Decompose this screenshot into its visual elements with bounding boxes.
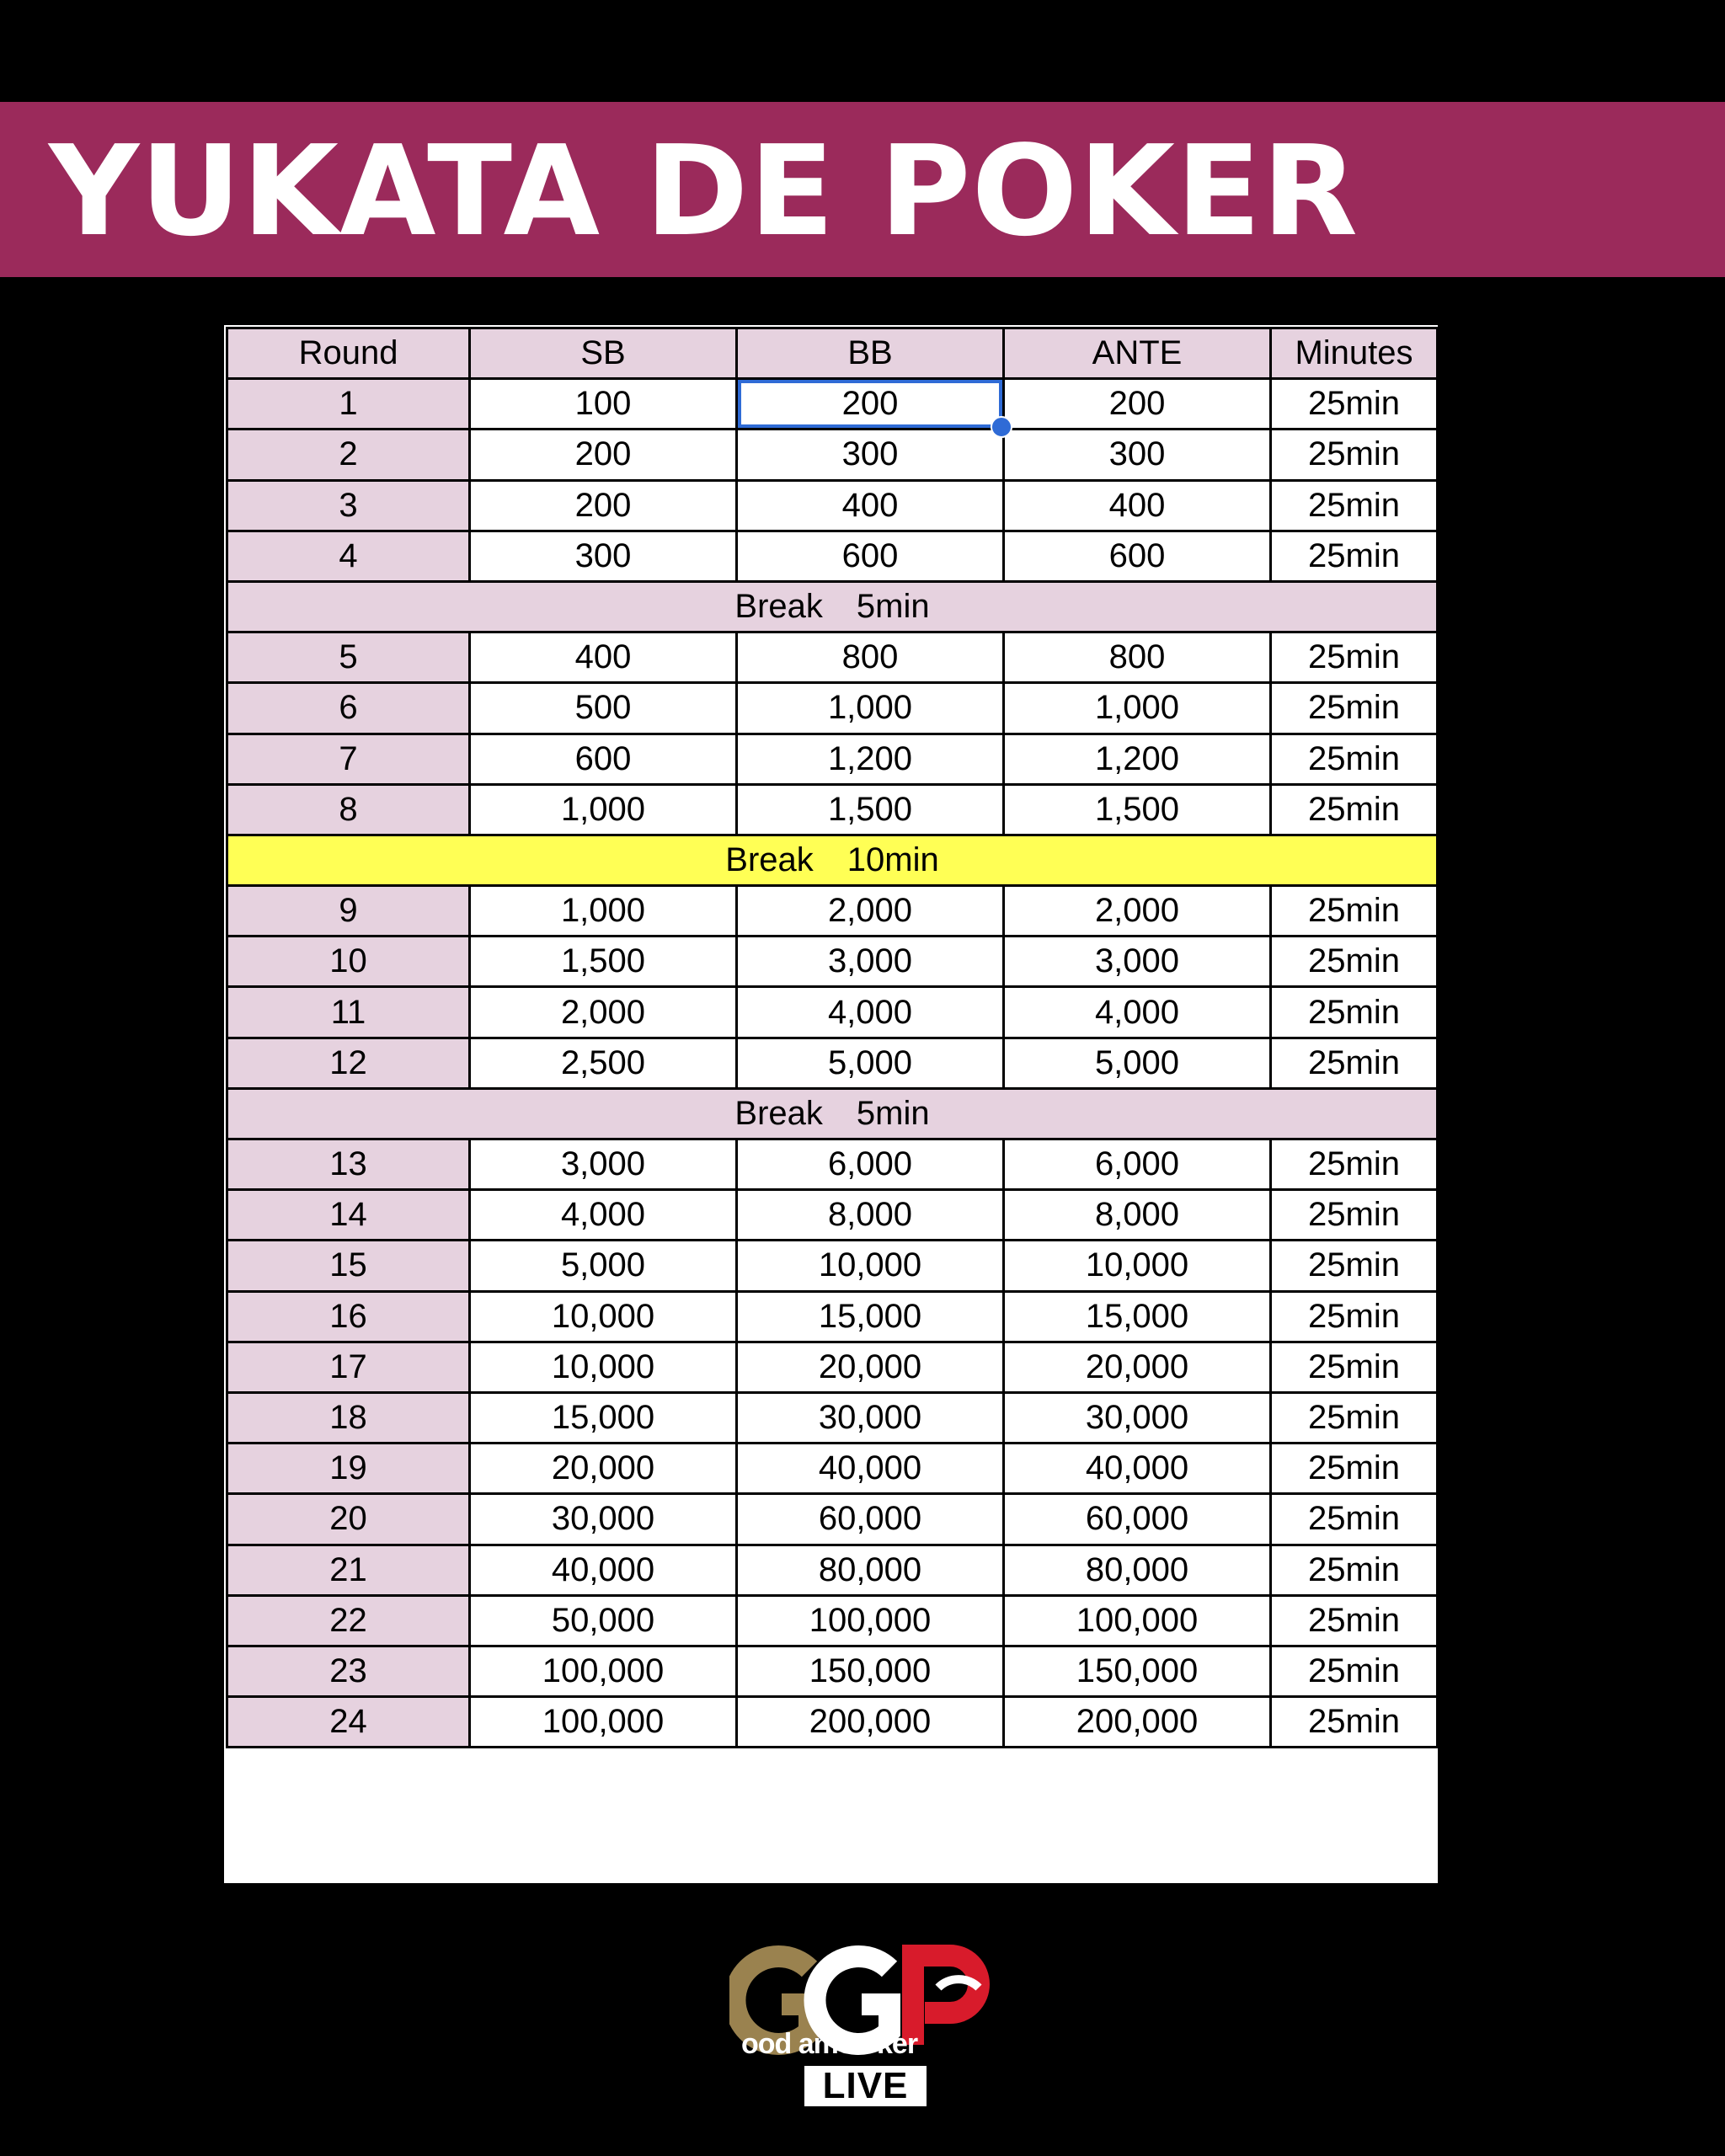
break-cell[interactable] [227,1088,1438,1139]
cell-ante[interactable] [1004,480,1271,531]
cell-value: 100,000 [542,1652,665,1689]
cell-round[interactable] [227,734,470,784]
cell-value: 25min [1308,638,1400,676]
cell-minutes[interactable] [1271,1342,1438,1392]
cell-value: 2,000 [1094,892,1180,930]
level-row [227,1646,1438,1696]
cell-value: 10 [329,942,367,980]
cell-value: 25min [1308,1043,1400,1081]
table-body [227,379,1438,1748]
cell-value: 60,000 [818,1500,922,1538]
cell-round[interactable] [227,1444,470,1494]
cell-sb[interactable] [470,1342,737,1392]
cell-value: 20 [329,1500,367,1538]
level-row [227,531,1438,581]
cell-value: 15 [329,1246,367,1284]
cell-value: 20,000 [818,1348,922,1385]
cell-bb[interactable] [737,1697,1004,1748]
cell-sb[interactable] [470,1494,737,1545]
cell-sb[interactable] [470,1291,737,1342]
cell-value: 400 [841,486,899,524]
cell-minutes[interactable] [1271,683,1438,734]
cell-round[interactable] [227,480,470,531]
cell-value: 25min [1308,1246,1400,1284]
cell-value: 200,000 [1076,1703,1199,1741]
cell-value: 25min [1308,1500,1400,1538]
cell-value: 1,000 [560,892,646,930]
cell-value: 150,000 [1076,1652,1199,1689]
cell-round[interactable] [227,1139,470,1190]
cell-value: 1,500 [560,942,646,980]
live-badge: LIVE [804,2066,927,2106]
cell-value: 10,000 [551,1348,655,1385]
cell-value: 2 [339,435,358,473]
cell-value: 19 [329,1449,367,1487]
cell-value: 200,000 [809,1703,932,1741]
cell-round[interactable] [227,1241,470,1291]
break-label: Break [734,588,823,626]
level-row [227,632,1438,683]
cell-minutes[interactable] [1271,531,1438,581]
cell-value: 25min [1308,942,1400,980]
cell-value: 1,000 [1094,689,1180,727]
cell-sb[interactable] [470,784,737,835]
cell-sb[interactable] [470,480,737,531]
cell-sb[interactable] [470,1545,737,1595]
cell-value: 3,000 [560,1145,646,1183]
cell-value: 8,000 [1094,1196,1180,1234]
cell-sb[interactable] [470,987,737,1038]
cell-ante[interactable] [1004,632,1271,683]
level-row [227,1545,1438,1595]
level-row [227,379,1438,430]
level-row [227,886,1438,937]
cell-value: 300 [1108,435,1166,473]
cell-value: 25min [1308,486,1400,524]
level-row [227,1697,1438,1748]
cell-bb[interactable] [737,987,1004,1038]
cell-sb[interactable] [470,1241,737,1291]
cell-round[interactable] [227,886,470,937]
cell-value: 1,000 [560,790,646,828]
cell-ante[interactable] [1004,430,1271,480]
level-row [227,734,1438,784]
cell-value: 18 [329,1399,367,1437]
cell-round[interactable] [227,379,470,430]
cell-sb[interactable] [470,430,737,480]
level-row [227,1494,1438,1545]
cell-round[interactable] [227,1494,470,1545]
cell-value: 200 [1108,385,1166,423]
cell-minutes[interactable] [1271,1038,1438,1088]
cell-value: 25min [1308,1703,1400,1741]
cell-bb[interactable] [737,886,1004,937]
cell-minutes[interactable] [1271,1545,1438,1595]
svg-text:ood ame oker: ood ame oker [741,2028,918,2060]
cell-sb[interactable] [470,1697,737,1748]
level-row [227,480,1438,531]
cell-value: 15,000 [551,1399,655,1437]
cell-value: 3 [339,486,358,524]
cell-value: 600 [841,536,899,574]
cell-bb[interactable] [737,1545,1004,1595]
cell-value: 30,000 [1085,1399,1189,1437]
cell-bb[interactable] [737,1139,1004,1190]
cell-round[interactable] [227,784,470,835]
cell-ante[interactable] [1004,1342,1271,1392]
cell-value: 1 [339,385,358,423]
cell-value: 60,000 [1085,1500,1189,1538]
cell-minutes[interactable] [1271,1595,1438,1646]
cell-ante[interactable] [1004,1241,1271,1291]
cell-value: 10,000 [818,1246,922,1284]
blind-structure-table [226,327,1439,1748]
cell-bb[interactable] [737,1241,1004,1291]
cell-value: 150,000 [809,1652,932,1689]
level-row [227,987,1438,1038]
cell-bb-selected[interactable] [737,379,1004,430]
cell-sb[interactable] [470,1190,737,1241]
cell-sb[interactable] [470,1444,737,1494]
cell-round[interactable] [227,1697,470,1748]
cell-value: 25min [1308,1348,1400,1385]
cell-value: 40,000 [818,1449,922,1487]
cell-ante[interactable] [1004,987,1271,1038]
break-row [227,581,1438,632]
cell-value: 10,000 [1085,1246,1189,1284]
cell-round[interactable] [227,1646,470,1696]
cell-ante[interactable] [1004,683,1271,734]
level-row [227,1444,1438,1494]
break-duration: 5min [856,588,930,626]
cell-sb[interactable] [470,937,737,987]
cell-value: 25min [1308,1145,1400,1183]
cell-value: 500 [574,689,632,727]
break-row [227,835,1438,885]
cell-value: 9 [339,892,358,930]
cell-value: 24 [329,1703,367,1741]
cell-value: 40,000 [1085,1449,1189,1487]
cell-value: 7 [339,739,358,777]
cell-value: 200 [841,385,899,423]
cell-minutes[interactable] [1271,1241,1438,1291]
cell-value: 16 [329,1297,367,1335]
cell-sb[interactable] [470,1139,737,1190]
cell-value: 6,000 [827,1145,913,1183]
level-row [227,1241,1438,1291]
cell-bb[interactable] [737,1646,1004,1696]
cell-bb[interactable] [737,1038,1004,1088]
cell-value: 100,000 [809,1601,932,1639]
cell-sb[interactable] [470,632,737,683]
cell-value: 3,000 [1094,942,1180,980]
cell-value: 1,500 [827,790,913,828]
level-row [227,430,1438,480]
level-row [227,784,1438,835]
level-row [227,1342,1438,1392]
cell-ante[interactable] [1004,1444,1271,1494]
cell-value: 25min [1308,1297,1400,1335]
cell-value: 25min [1308,1601,1400,1639]
cell-value: 15,000 [1085,1297,1189,1335]
cell-sb[interactable] [470,886,737,937]
cell-minutes[interactable] [1271,987,1438,1038]
cell-minutes[interactable] [1271,379,1438,430]
cell-bb[interactable] [737,937,1004,987]
cell-value: 25min [1308,1399,1400,1437]
level-row [227,937,1438,987]
cell-sb[interactable] [470,531,737,581]
break-duration: 10min [846,841,939,878]
cell-value: 10,000 [551,1297,655,1335]
cell-value: 50,000 [551,1601,655,1639]
cell-value: 5,000 [827,1043,913,1081]
cell-round[interactable] [227,1342,470,1392]
cell-minutes[interactable] [1271,430,1438,480]
cell-value: 100,000 [542,1703,665,1741]
cell-minutes[interactable] [1271,1646,1438,1696]
cell-value: 23 [329,1652,367,1689]
cell-ante[interactable] [1004,1291,1271,1342]
cell-value: 25min [1308,790,1400,828]
cell-round[interactable] [227,1392,470,1443]
cell-value: 8,000 [827,1196,913,1234]
cell-round[interactable] [227,1190,470,1241]
column-header-bb[interactable]: BB [737,328,1004,379]
cell-ante[interactable] [1004,1545,1271,1595]
cell-bb[interactable] [737,1595,1004,1646]
cell-value: 21 [329,1550,367,1588]
cell-value: 6,000 [1094,1145,1180,1183]
cell-round[interactable] [227,1038,470,1088]
cell-minutes[interactable] [1271,1139,1438,1190]
cell-minutes[interactable] [1271,886,1438,937]
cell-ante[interactable] [1004,1595,1271,1646]
cell-value: 12 [329,1043,367,1081]
cell-value: 25min [1308,1652,1400,1689]
cell-ante[interactable] [1004,1646,1271,1696]
cell-value: 25min [1308,536,1400,574]
cell-value: 3,000 [827,942,913,980]
cell-round[interactable] [227,430,470,480]
cell-value: 14 [329,1196,367,1234]
cell-ante[interactable] [1004,1038,1271,1088]
level-row [227,1291,1438,1342]
cell-value: 22 [329,1601,367,1639]
cell-value: 5 [339,638,358,676]
column-header-sb[interactable]: SB [470,328,737,379]
cell-round[interactable] [227,937,470,987]
cell-ante[interactable] [1004,734,1271,784]
cell-bb[interactable] [737,430,1004,480]
cell-minutes[interactable] [1271,784,1438,835]
break-cell[interactable] [227,581,1438,632]
header-row [227,328,1438,379]
break-label: Break [734,1094,823,1132]
cell-value: 1,200 [1094,739,1180,777]
cell-value: 30,000 [818,1399,922,1437]
cell-minutes[interactable] [1271,1444,1438,1494]
cell-ante[interactable] [1004,1139,1271,1190]
cell-minutes[interactable] [1271,1697,1438,1748]
cell-value: 2,000 [827,892,913,930]
cell-ante[interactable] [1004,886,1271,937]
cell-value: 25min [1308,385,1400,423]
cell-value: 4,000 [560,1196,646,1234]
cell-round[interactable] [227,531,470,581]
cell-ante[interactable] [1004,531,1271,581]
cell-bb[interactable] [737,1291,1004,1342]
cell-minutes[interactable] [1271,937,1438,987]
cell-round[interactable] [227,1291,470,1342]
cell-value: 25min [1308,435,1400,473]
column-header-round[interactable]: Round [227,328,470,379]
cell-bb[interactable] [737,1392,1004,1443]
cell-bb[interactable] [737,1444,1004,1494]
cell-value: 15,000 [818,1297,922,1335]
cell-round[interactable] [227,683,470,734]
cell-value: 30,000 [551,1500,655,1538]
break-cell[interactable] [227,835,1438,885]
cell-minutes[interactable] [1271,1190,1438,1241]
cell-round[interactable] [227,632,470,683]
level-row [227,1038,1438,1088]
cell-value: 1,200 [827,739,913,777]
cell-value: 400 [1108,486,1166,524]
cell-ante[interactable] [1004,937,1271,987]
cell-value: 200 [574,486,632,524]
cell-value: 13 [329,1145,367,1183]
cell-bb[interactable] [737,1190,1004,1241]
break-label: Break [725,841,814,878]
cell-value: 4 [339,536,358,574]
cell-minutes[interactable] [1271,480,1438,531]
cell-value: 2,500 [560,1043,646,1081]
cell-bb[interactable] [737,734,1004,784]
cell-minutes[interactable] [1271,734,1438,784]
cell-value: 300 [574,536,632,574]
column-header-ante[interactable]: ANTE [1004,328,1271,379]
cell-ante[interactable] [1004,1494,1271,1545]
title-banner [0,102,1725,277]
cell-value: 5,000 [1094,1043,1180,1081]
cell-value: 300 [841,435,899,473]
cell-value: 1,500 [1094,790,1180,828]
cell-value: 400 [574,638,632,676]
cell-minutes[interactable] [1271,632,1438,683]
cell-sb[interactable] [470,1595,737,1646]
cell-bb[interactable] [737,683,1004,734]
break-duration: 5min [856,1094,930,1132]
level-row [227,1190,1438,1241]
cell-ante[interactable] [1004,1392,1271,1443]
cell-value: 25min [1308,892,1400,930]
cell-sb[interactable] [470,1392,737,1443]
cell-bb[interactable] [737,531,1004,581]
cell-value: 8 [339,790,358,828]
cell-value: 100 [574,385,632,423]
cell-value: 4,000 [827,993,913,1031]
cell-value: 600 [574,739,632,777]
cell-value: 800 [1108,638,1166,676]
cell-minutes[interactable] [1271,1494,1438,1545]
cell-ante[interactable] [1004,379,1271,430]
cell-value: 5,000 [560,1246,646,1284]
cell-round[interactable] [227,1595,470,1646]
cell-value: 600 [1108,536,1166,574]
cell-ante[interactable] [1004,1190,1271,1241]
level-row [227,683,1438,734]
cell-value: 100,000 [1076,1601,1199,1639]
blind-structure-table-container [224,325,1438,1883]
level-row [227,1139,1438,1190]
cell-ante[interactable] [1004,784,1271,835]
cell-value: 17 [329,1348,367,1385]
cell-value: 4,000 [1094,993,1180,1031]
cell-value: 20,000 [1085,1348,1189,1385]
cell-value: 25min [1308,993,1400,1031]
cell-sb[interactable] [470,1038,737,1088]
cell-value: 25min [1308,1550,1400,1588]
cell-bb[interactable] [737,480,1004,531]
column-header-minutes[interactable]: Minutes [1271,328,1438,379]
cell-bb[interactable] [737,632,1004,683]
cell-bb[interactable] [737,1494,1004,1545]
level-row [227,1392,1438,1443]
break-row [227,1088,1438,1139]
cell-value: 80,000 [1085,1550,1189,1588]
cell-round[interactable] [227,987,470,1038]
cell-minutes[interactable] [1271,1291,1438,1342]
cell-value: 25min [1308,1196,1400,1234]
cell-value: 25min [1308,1449,1400,1487]
cell-sb[interactable] [470,734,737,784]
cell-value: 40,000 [551,1550,655,1588]
cell-ante[interactable] [1004,1697,1271,1748]
cell-value: 11 [330,993,366,1031]
cell-sb[interactable] [470,1646,737,1696]
cell-sb[interactable] [470,683,737,734]
cell-value: 2,000 [560,993,646,1031]
cell-bb[interactable] [737,1342,1004,1392]
page-title: YUKATA DE POKER [49,119,1359,264]
cell-value: 25min [1308,739,1400,777]
level-row [227,1595,1438,1646]
cell-value: 6 [339,689,358,727]
cell-round[interactable] [227,1545,470,1595]
cell-value: 1,000 [827,689,913,727]
cell-sb[interactable] [470,379,737,430]
cell-value: 800 [841,638,899,676]
cell-minutes[interactable] [1271,1392,1438,1443]
cell-bb[interactable] [737,784,1004,835]
cell-value: 80,000 [818,1550,922,1588]
cell-value: 200 [574,435,632,473]
cell-value: 20,000 [551,1449,655,1487]
cell-value: 25min [1308,689,1400,727]
